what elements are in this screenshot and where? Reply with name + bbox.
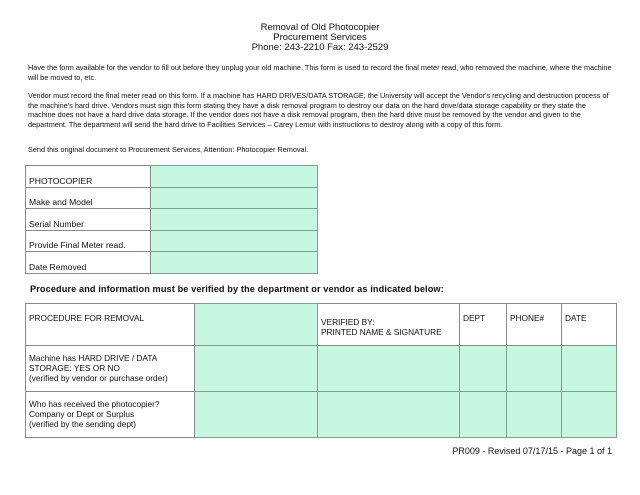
verified-by-label: VERIFIED BY: bbox=[321, 317, 375, 328]
receiver-verified-by-field[interactable] bbox=[318, 392, 460, 438]
date-header: DATE bbox=[562, 304, 617, 346]
photocopier-header-label: PHOTOCOPIER bbox=[26, 166, 151, 188]
make-model-field[interactable] bbox=[151, 187, 318, 209]
table-row bbox=[26, 187, 318, 209]
procedure-line: Machine has HARD DRIVE / DATA bbox=[29, 353, 158, 363]
procedure-header: PROCEDURE FOR REMOVAL bbox=[26, 304, 195, 346]
hard-drive-verified-by-field[interactable] bbox=[318, 346, 460, 392]
meter-read-label: Provide Final Meter read. bbox=[26, 230, 151, 252]
department-name: Procurement Services bbox=[273, 32, 367, 43]
procedure-line: Who has received the photocopier? bbox=[29, 399, 160, 409]
procedure-line: (verified by vendor or purchase order) bbox=[29, 372, 168, 383]
table-row bbox=[26, 392, 617, 438]
hard-drive-phone-field[interactable] bbox=[507, 346, 562, 392]
phone-header: PHONE# bbox=[507, 304, 562, 346]
receiver-answer-field[interactable] bbox=[195, 392, 318, 438]
table-row bbox=[26, 209, 318, 231]
hard-drive-date-field[interactable] bbox=[562, 346, 617, 392]
verification-heading: Procedure and information must be verified by the department or vendor as indicated below: bbox=[30, 284, 444, 294]
procedure-header-field[interactable] bbox=[195, 304, 318, 346]
form-title: Removal of Old Photocopier bbox=[260, 22, 380, 33]
date-removed-label: Date Removed bbox=[26, 252, 151, 274]
table-header-row bbox=[26, 304, 617, 346]
receiver-date-field[interactable] bbox=[562, 392, 617, 438]
procedure-table bbox=[25, 303, 617, 438]
intro-paragraph: Have the form available for the vendor to fill out before they unplug your old machine. This form is used to record the final meter read, who removed the machine, where the machine will be moved to, etc. bbox=[28, 63, 612, 82]
serial-number-field[interactable] bbox=[151, 209, 318, 231]
receiver-dept-field[interactable] bbox=[460, 392, 507, 438]
contact-line: Phone: 243-2210 Fax: 243-2529 bbox=[251, 42, 389, 53]
hard-drive-answer-field[interactable] bbox=[195, 346, 318, 392]
footer-revision: PR009 - Revised 07/17/15 - Page 1 of 1 bbox=[452, 446, 612, 456]
receiver-phone-field[interactable] bbox=[507, 392, 562, 438]
date-removed-field[interactable] bbox=[151, 252, 318, 274]
send-note: Send this original document to Procurement Services, Attention: Photocopier Removal. bbox=[28, 145, 309, 154]
make-model-label: Make and Model bbox=[26, 187, 151, 209]
meter-read-field[interactable] bbox=[151, 230, 318, 252]
photocopier-table bbox=[25, 165, 318, 274]
verified-by-header bbox=[318, 304, 460, 346]
serial-number-label: Serial Number bbox=[26, 209, 151, 231]
procedure-line: Company or Dept or Surplus bbox=[29, 408, 135, 419]
table-row bbox=[26, 230, 318, 252]
receiver-procedure bbox=[26, 392, 195, 438]
table-row bbox=[26, 252, 318, 274]
hard-drive-procedure bbox=[26, 346, 195, 392]
table-row bbox=[26, 346, 617, 392]
procedure-line: STORAGE: YES OR NO bbox=[29, 362, 120, 373]
hard-drive-dept-field[interactable] bbox=[460, 346, 507, 392]
table-row bbox=[26, 166, 318, 188]
dept-header: DEPT bbox=[460, 304, 507, 346]
vendor-notice-paragraph: Vendor must record the final meter read on this form. If a machine has HARD DRIVES/DATA STORAGE, the University will accept the Vendor's recycling and destruction process of the machine's hard drive. Vendors must sign this form stating they have a disk removal program to destroy our data on the hard drive/data storage capability or they state the machine does not have a hard drive data storage. If the vendor does not have a disk removal program, then the hard drive must be removed by the vendor and given to the department. The department will send the hard drive to Facilities Services – Carey Lemur with instructions to destroy along with a copy of this form. bbox=[28, 91, 609, 129]
procedure-line: (verified by the sending dept) bbox=[29, 418, 137, 429]
verified-by-sublabel: PRINTED NAME & SIGNATURE bbox=[321, 327, 442, 337]
photocopier-header-field[interactable] bbox=[151, 166, 318, 188]
